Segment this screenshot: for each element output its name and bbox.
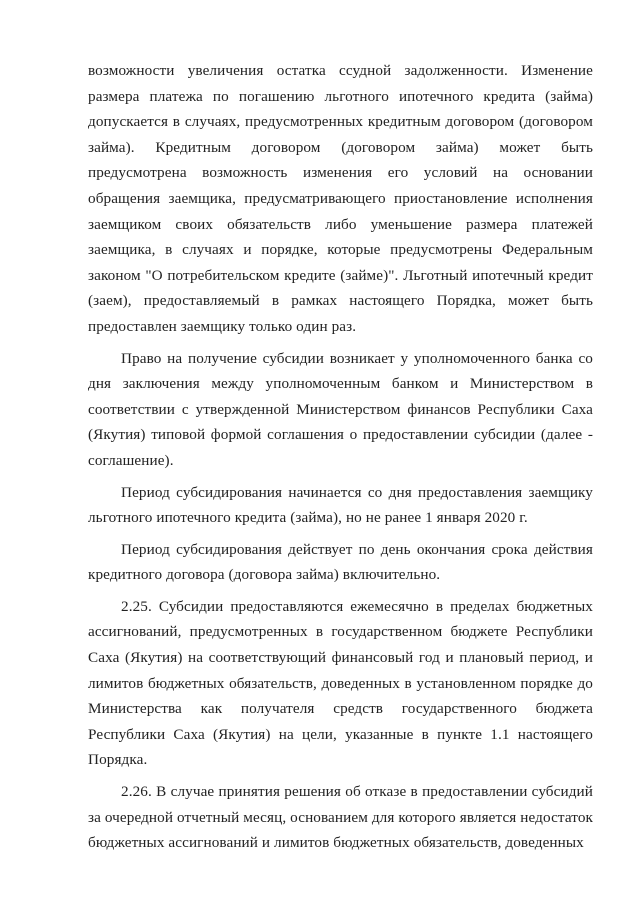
paragraph-clause-2-25: 2.25. Субсидии предоставляются ежемесячно в пределах бюджетных ассигнований, предусмотренных в государственном бюджете Республики Саха (Якутия) на соответствующий финансовый год и плановый период, и лимитов бюджетных обязательств, доведенных в установленном порядке до Министерства как получателя средств государственного бюджета Республики Саха (Якутия) на цели, указанные в пункте 1.1 настоящего Порядка. [88,597,593,769]
paragraph-subsidy-period-start: Период субсидирования начинается со дня предоставления заемщику льготного ипотечного кредита (займа), но не ранее 1 января 2020 г. [88,483,593,527]
paragraph-subsidy-period-end: Период субсидирования действует по день окончания срока действия кредитного договора (договора займа) включительно. [88,540,593,584]
document-page [88,58,593,862]
paragraph-subsidy-right: Право на получение субсидии возникает у уполномоченного банка со дня заключения между уполномоченным банком и Министерством в соответствии с утвержденной Министерством финансов Республики Саха (Якутия) типовой формой соглашения о предоставлении субсидии (далее - соглашение). [88,349,593,469]
paragraph-clause-2-26: 2.26. В случае принятия решения об отказе в предоставлении субсидий за очередной отчетный месяц, основанием для которого является недостаток бюджетных ассигнований и лимитов бюджетных обязательств, доведенных [88,783,593,852]
paragraph-continuation: возможности увеличения остатка ссудной задолженности. Изменение размера платежа по погашению льготного ипотечного кредита (займа) допускается в случаях, предусмотренных кредитным договором (договором займа). Кредитным договором (договором займа) может быть предусмотрена возможность изменения его условий на основании обращения заемщика, предусматривающего приостановление исполнения заемщиком своих обязательств либо уменьшение размера платежей заемщика, в случаях и порядке, которые предусмотрены Федеральным законом "О потребительском кредите (займе)". Льготный ипотечный кредит (заем), предоставляемый в рамках настоящего Порядка, может быть предоставлен заемщику только один раз. [88,62,593,335]
